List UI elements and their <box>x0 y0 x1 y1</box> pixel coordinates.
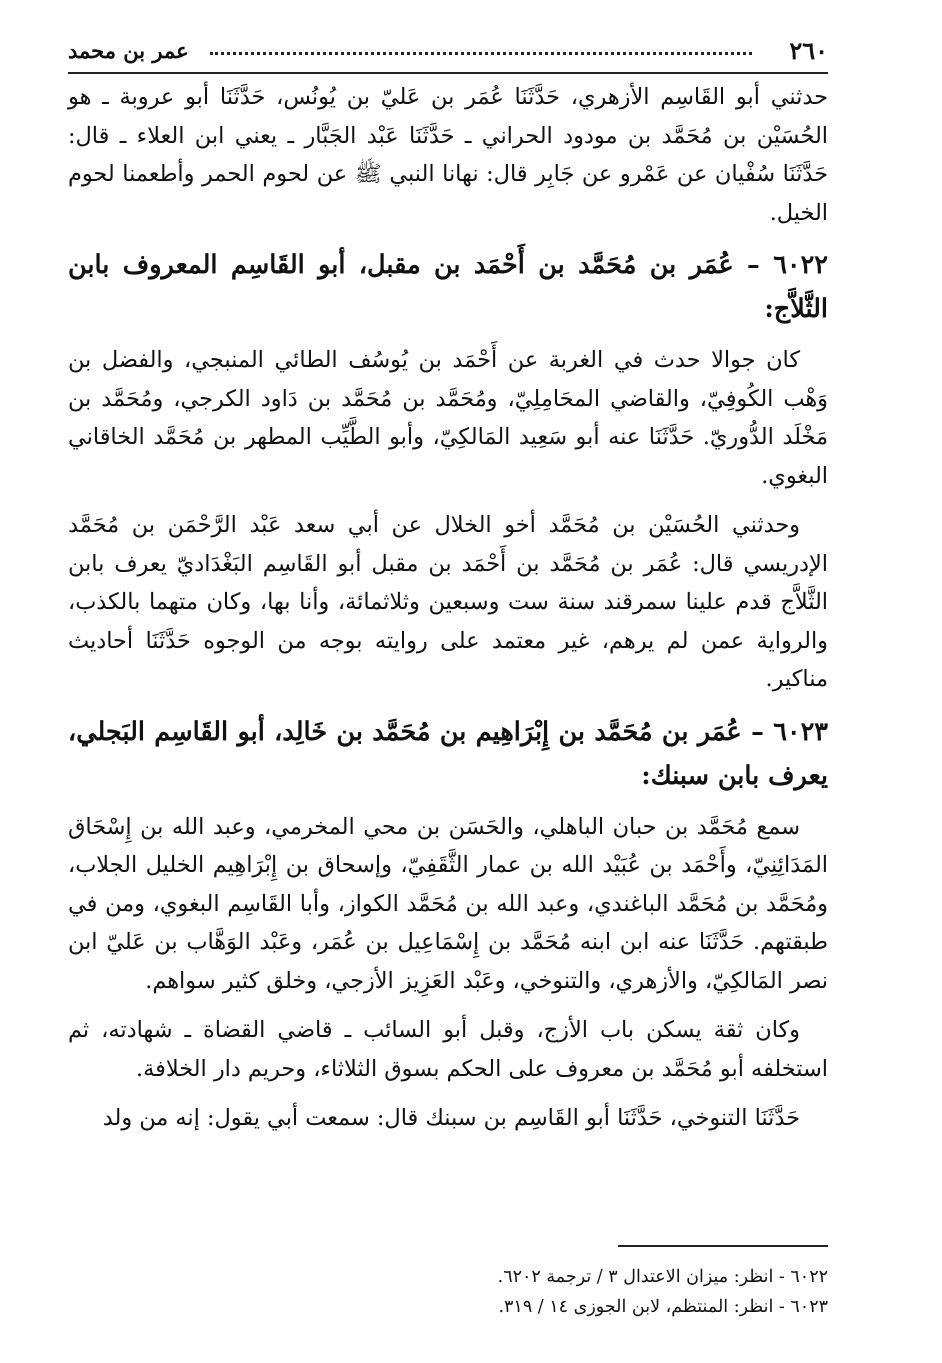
entry-heading-6022: ٦٠٢٢ – عُمَر بن مُحَمَّد بن أَحْمَد بن مقبل، أبو القَاسِم المعروف بابن الثَّلاَّج: <box>68 250 828 324</box>
footnote: ٦٠٢٣ - انظر: المنتظم، لابن الجوزى ١٤ / ٣١٩. <box>498 1297 828 1317</box>
paragraph-continuation: حدثني أبو القَاسِم الأزهري، حَدَّثَنَا عُمَر بن عَليّ بن يُونُس، حَدَّثَنَا أبو عروبة ـ هو الحُسَيْن بن مُحَمَّد بن مودود الحراني ـ حَدَّثَنَا عَبْد الجَبَّار ـ يعني ابن العلاء ـ قال: حَدَّثَنَا سُفْيان عن عَمْرو عن جَابِر قال: نهانا النبي ﷺ عن لحوم الحمر وأطعمنا لحوم الخيل. <box>68 84 828 226</box>
paragraph: حَدَّثَنَا التنوخي، حَدَّثَنَا أبو القَاسِم بن سبنك قال: سمعت أبي يقول: إنه من ولد <box>102 1105 800 1131</box>
paragraph: كان جوالا حدث في الغربة عن أَحْمَد بن يُوسُف الطائي المنبجي، والفضل بن وَهْب الكُوفِيّ، والقاضي المحَامِلِيّ، ومُحَمَّد بن مُحَمَّد بن دَاود الكرجي، ومُحَمَّد بن مَخْلَد الدُّوريّ. حَدَّثَنَا عنه أبو سَعِيد المَالكِيّ، وأبو الطَّيِّب المطهر بن مُحَمَّد الخاقاني البغوي. <box>68 347 828 489</box>
header-dot-leader <box>210 52 752 55</box>
page-header <box>68 36 828 74</box>
paragraph: سمع مُحَمَّد بن حبان الباهلي، والحَسَن بن محي المخرمي، وعبد الله بن إِسْحَاق المَدَائِنِيّ، وأَحْمَد بن عُبَيْد الله بن عمار الثَّقَفِيّ، وإسحاق بن إِبْرَاهِيم الخليل الجلاب، ومُحَمَّد بن مُحَمَّد الباغندي، وعبد الله بن مُحَمَّد الكواز، وأبا القَاسِم البغوي، ومن في طبقتهم. حَدَّثَنَا عنه ابن ابنه مُحَمَّد بن إِسْمَاعِيل بن عُمَر، وعَبْد الوَهَّاب بن عَليّ ابن نصر المَالكِيّ، والأزهري، والتنوخي، وعَبْد العَزِيز الأزجي، وخلق كثير سواهم. <box>68 813 828 994</box>
footnote: ٦٠٢٢ - انظر: ميزان الاعتدال ٣ / ترجمة ٦٢٠٢. <box>497 1267 828 1287</box>
footnotes <box>128 1262 828 1322</box>
footnote-separator <box>618 1245 828 1247</box>
entry-heading-6023: ٦٠٢٣ – عُمَر بن مُحَمَّد بن إِبْرَاهِيم بن مُحَمَّد بن خَالِد، أبو القَاسِم البَجلي، يعرف بابن سبنك: <box>68 716 828 791</box>
running-title: عمر بن محمد <box>68 38 189 63</box>
paragraph: وكان ثقة يسكن باب الأزج، وقبل أبو السائب ـ قاضي القضاة ـ شهادته، ثم استخلفه أبو مُحَمَّد بن معروف على الحكم بسوق الثلاثاء، وحريم دار الخلافة. <box>68 1017 828 1082</box>
page-number: ٢٦٠ <box>789 36 828 65</box>
paragraph: وحدثني الحُسَيْن بن مُحَمَّد أخو الخلال عن أبي سعد عَبْد الرَّحْمَن بن مُحَمَّد الإدريسي قال: عُمَر بن مُحَمَّد بن أَحْمَد بن مقبل أبو القَاسِم البَغْدَاديّ يعرف بابن الثَّلاَّج قدم علينا سمرقند سنة ست وسبعين وثلاثمائة، وأنا بها، وكان متهما بالكذب، والرواية عمن لم يرهم، غير معتمد على روايته بوجه من الوجوه حَدَّثَنَا أحاديث مناكير. <box>68 512 828 692</box>
main-text <box>68 78 828 1149</box>
